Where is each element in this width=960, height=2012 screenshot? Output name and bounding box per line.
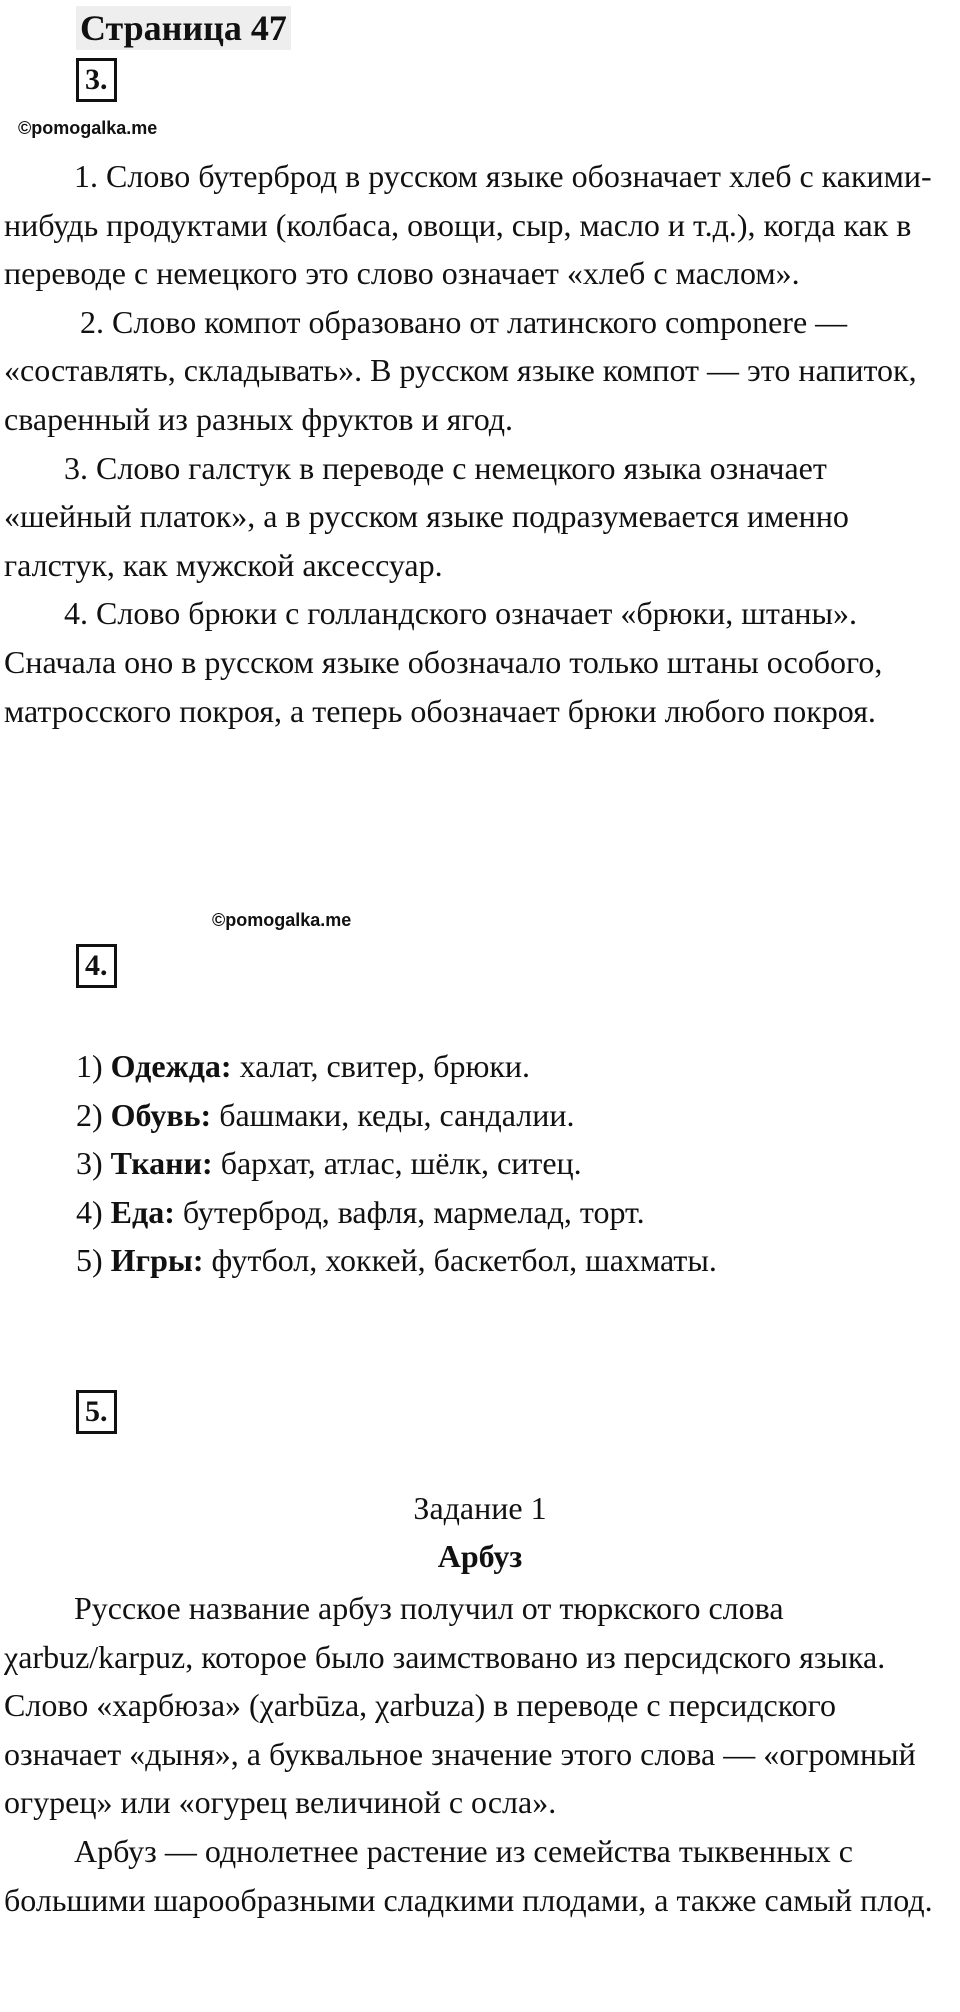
page-title: Страница 47 <box>76 6 291 50</box>
task5-paragraph: Арбуз — однолетнее растение из семейства тыквенных с большими шарообразными сладкими плодами, а также самый плод. <box>4 1832 933 1918</box>
task3-text <box>4 152 954 735</box>
assignment-label: Задание 1 <box>413 1490 547 1526</box>
task3-paragraph: 1. Слово бутерброд в русском языке обозначает хлеб с какими-нибудь продуктами (колбаса, овощи, сыр, масло и т.д.), когда как в переводе с немецкого это слово означает «хлеб с маслом». <box>4 158 932 292</box>
list-item: 3) Ткани: бархат, атлас, шёлк, ситец. <box>76 1145 582 1182</box>
list-item: 2) Обувь: башмаки, кеды, сандалии. <box>76 1096 575 1133</box>
task3-paragraph: 4. Слово брюки с голландского означает «брюки, штаны». Сначала оно в русском языке обозначало только штаны особого, матросского покроя, а теперь обозначает брюки любого покроя. <box>4 595 883 729</box>
task5-paragraph: Русское название арбуз получил от тюркского слова χarbuz/karpuz, которое было заимствовано из персидского языка. Слово «харбюза» (χarbūza, χarbuza) в переводе с персидского означает «дыня», а буквальное значение этого слова — «огромный огурец» или «огурец величиной с осла». <box>4 1590 916 1821</box>
task-number-4: 4. <box>76 944 117 988</box>
list-item: 4) Еда: бутерброд, вафля, мармелад, торт. <box>76 1193 645 1230</box>
list-item: 1) Одежда: халат, свитер, брюки. <box>76 1048 531 1084</box>
watermark: ©pomogalka.me <box>212 910 352 930</box>
task-number-5: 5. <box>76 1390 117 1434</box>
task3-paragraph: 2. Слово компот образовано от латинского componere — «составлять, складывать». В русском языке компот — это напиток, сваренный из разных фруктов и ягод. <box>4 303 917 437</box>
task3-paragraph: 3. Слово галстук в переводе с немецкого языка означает «шейный платок», а в русском языке подразумевается именно галстук, как мужской аксессуар. <box>4 449 849 583</box>
watermark: ©pomogalka.me <box>18 118 158 138</box>
section-heading: Арбуз <box>437 1538 523 1574</box>
category-list <box>76 1042 717 1285</box>
list-item: 5) Игры: футбол, хоккей, баскетбол, шахматы. <box>76 1242 717 1279</box>
task5-text <box>4 1584 954 1924</box>
task-number-3: 3. <box>76 58 117 102</box>
